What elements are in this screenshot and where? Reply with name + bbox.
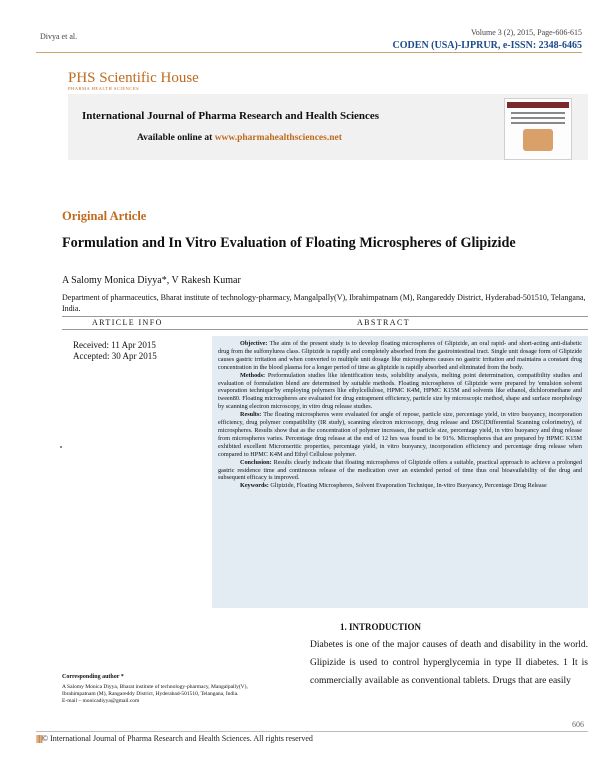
conclusion-label: Conclusion: xyxy=(240,458,272,466)
abstract-methods xyxy=(218,372,582,412)
abstract-results xyxy=(218,411,582,458)
thumb-line xyxy=(511,112,565,114)
corresponding-author-details xyxy=(62,684,282,705)
article-authors: A Salomy Monica Diyya*, V Rakesh Kumar xyxy=(62,275,241,286)
accepted-date: Accepted: 30 Apr 2015 xyxy=(73,351,157,361)
article-dates xyxy=(73,340,157,362)
volume-info: Volume 3 (2), 2015, Page-606-615 xyxy=(471,28,582,37)
publisher-logo-sub: PHARMA HEALTH SCIENCES xyxy=(68,86,140,91)
methods-text: Preformulation studies like identification tests, solubility analysis, melting point determination, compatibility studies and evaluation of formulation blend are determined by suitable methods. Floating microspheres of Glipizide were prepared by 'emulsion solvent evaporation technique'by employing polymers like ethylcellulose, HPMC K4M, HPMC K15M and solvents like ethanol, dichloromethane and tween80. Floating microspheres are evaluated for drug entrapment efficiency, particle size by microscopic method, shape and surface morphology by scanning electron microscopy, in vitro drug release studies. xyxy=(218,371,582,411)
article-type: Original Article xyxy=(62,209,147,223)
objective-label: Objective: xyxy=(240,340,268,347)
introduction-heading: 1. INTRODUCTION xyxy=(340,622,422,632)
footer-rule xyxy=(36,731,588,732)
article-affiliation: Department of pharmaceutics, Bharat institute of technology-pharmacy, Mangalpally(V), Ibrahimpatnam (M), Rangareddy District, Hyderabad-501510, Telangana, India. xyxy=(62,293,586,313)
footer-bars: |||||||||| xyxy=(36,734,43,743)
journal-url-link[interactable]: www.pharmahealthsciences.net xyxy=(214,133,342,143)
introduction-text: Diabetes is one of the major causes of death and disability in the world. Glipizide is used to control hyperglycemia in type II diabetes. 1 It is commercially available as conventional tablets. Drugs that are easily xyxy=(310,640,588,686)
abstract-keywords xyxy=(218,482,582,490)
corresponding-author-email: E-mail – monicadiyya@gmail.com xyxy=(62,698,140,704)
section-rule-bottom xyxy=(62,329,588,330)
copyright-footer xyxy=(36,734,313,743)
thumb-line xyxy=(511,122,565,124)
section-rule-top xyxy=(62,316,588,317)
abstract-box xyxy=(212,336,588,608)
thumb-line xyxy=(511,117,565,119)
running-header-author: Divya et al. xyxy=(40,32,78,41)
abstract-heading: ABSTRACT xyxy=(357,318,410,327)
thumb-band xyxy=(507,102,569,108)
article-info-heading: ARTICLE INFO xyxy=(92,318,163,327)
received-date: Received: 11 Apr 2015 xyxy=(73,340,156,350)
abstract-conclusion xyxy=(218,459,582,483)
header-rule xyxy=(36,52,582,53)
keywords-label: Keywords: xyxy=(240,482,269,490)
corresponding-author-label: Corresponding author * xyxy=(62,674,124,680)
results-label: Results: xyxy=(240,411,262,419)
objective-text: The aim of the present study is to develop floating microspheres of Glipizide, an oral rapid- and short-acting anti-diabetic drug from the sulfonylurea class. Glipizide is rapidly and completely absorbed from the gastrointestinal tract. Single unit dosage form of Glipizide causes gastric irritation and when converted to multiple unit dosage like microspheres causes no gastric irritation and maintains a constant drug concentration in the blood plasma for a longer period of time as glipizide is rapidly absorbed and eliminated from the body. xyxy=(218,340,582,371)
stray-mark xyxy=(60,446,62,448)
keywords-text: Glipizide, Floating Microspheres, Solvent Evaporation Technique, In-vitro Buoyancy, Percentage Drug Release xyxy=(270,482,547,490)
abstract-objective xyxy=(218,340,582,372)
thumb-image xyxy=(523,129,553,151)
page-number: 606 xyxy=(572,720,584,729)
available-prefix: Available online at xyxy=(137,133,215,143)
corresponding-author-address: A Salomy Monica Diyya, Bharat institute of technology-pharmacy, Mangalpally(V), Ibrahimpatnam (M), Rangareddy District, Hyderabad-501510, Telangana, India. xyxy=(62,684,248,697)
journal-title: International Journal of Pharma Research and Health Sciences xyxy=(82,110,380,122)
methods-label: Methods: xyxy=(240,371,266,379)
publisher-logo: PHS Scientific House xyxy=(68,70,199,86)
article-title: Formulation and In Vitro Evaluation of Floating Microspheres of Glipizide xyxy=(62,235,516,251)
conclusion-text: Results clearly indicate that floating microspheres of Glipizide offers a suitable, practical approach to achieve a prolonged gastric residence time and continuous release of the medication over an extended period of time thus oral bioavailability of the drug and subsequent efficacy is improved. xyxy=(218,458,582,482)
available-online xyxy=(137,133,342,143)
copyright-text: © International Journal of Pharma Research and Health Sciences. All rights reserved xyxy=(42,734,313,743)
results-text: The floating microspheres were evaluated for angle of repose, particle size, percentage yield, in vitro buoyancy, incorporation efficiency, drug polymer compatibility (IR study), scanning electron microscopy, drug release and DSC(Differential Scanning colorimetry), of microspheres. Results show that as the concentration of polymer increases, the particle size, percentage yield, in vitro buoyancy and drug release from microspheres varies. Percentage drug release at the end of 12 hrs was found to be 91%. Microspheres that are prepared by HPMC K15M exhibited excellent Micromeritic properties, percentage yield, in vitro buoyancy, incorporation efficiency and percentage drug release when compared to HPMC K4M and Ethyl Cellulose polymer. xyxy=(218,411,582,458)
coden-issn: CODEN (USA)-IJPRUR, e-ISSN: 2348-6465 xyxy=(392,40,582,51)
journal-cover-thumbnail xyxy=(504,98,572,160)
